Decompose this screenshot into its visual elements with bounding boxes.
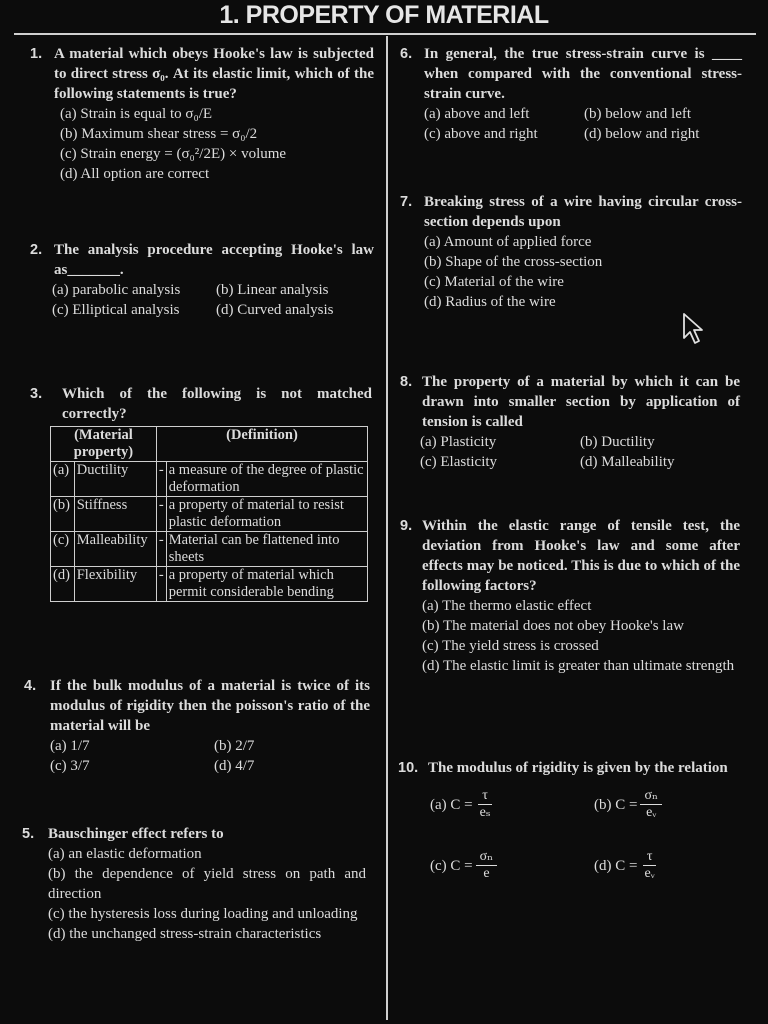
- question-number: 7.: [400, 194, 413, 210]
- question-3: [30, 384, 372, 602]
- question-text: A material which obeys Hooke's law is subjected to direct stress σ₀. At its elastic limit, which of the following statements is true?: [54, 46, 374, 102]
- question-10: [398, 758, 744, 882]
- option-b[interactable]: (b) below and left: [584, 106, 692, 122]
- row-property: Flexibility: [74, 567, 156, 602]
- row-property: Ductility: [74, 462, 156, 497]
- option-a[interactable]: (a) Plasticity: [420, 434, 497, 450]
- question-5: [22, 824, 366, 944]
- row-index: (a): [51, 462, 75, 497]
- question-1: [30, 44, 374, 184]
- question-number: 5.: [22, 826, 35, 842]
- question-text: In general, the true stress-strain curve is ____ when compared with the conventional stress-strain curve.: [424, 46, 742, 102]
- question-text: The property of a material by which it can be drawn into smaller section by application of tension is called: [422, 374, 740, 430]
- question-text: Which of the following is not matched correctly?: [62, 386, 372, 422]
- question-8: [400, 372, 740, 472]
- formula-options: [430, 788, 744, 882]
- fraction-denominator: e: [483, 866, 490, 881]
- fraction-denominator: eᵥ: [644, 866, 655, 881]
- table-header-definition: (Definition): [156, 427, 367, 462]
- option-a[interactable]: (a) Strain is equal to σ₀/E: [60, 106, 213, 122]
- option-b[interactable]: (b) Maximum shear stress = σ₀/2: [60, 126, 258, 142]
- option-a[interactable]: [430, 788, 594, 821]
- formula-label: (c) C =: [430, 857, 473, 874]
- option-d[interactable]: (d) The elastic limit is greater than ultimate strength: [422, 658, 735, 674]
- title-divider: [14, 33, 756, 35]
- table-row: [51, 462, 368, 497]
- options-list: [422, 596, 740, 676]
- options-grid: [50, 736, 370, 776]
- question-2: [30, 240, 374, 320]
- table-row: [51, 567, 368, 602]
- fraction-numerator: σₙ: [476, 849, 498, 866]
- options-grid: [420, 432, 740, 472]
- row-dash: -: [156, 462, 166, 497]
- row-index: (b): [51, 497, 75, 532]
- options-grid: [424, 104, 742, 144]
- option-c[interactable]: (c) Elasticity: [420, 454, 498, 470]
- option-d[interactable]: (d) Malleability: [580, 454, 675, 470]
- option-c[interactable]: (c) the hysteresis loss during loading and unloading: [48, 906, 358, 922]
- question-number: 10.: [398, 760, 419, 776]
- row-property: Malleability: [74, 532, 156, 567]
- question-text: Breaking stress of a wire having circular cross-section depends upon: [424, 194, 742, 230]
- options-list: [48, 844, 366, 944]
- option-c[interactable]: (c) 3/7: [50, 758, 90, 774]
- options-list: [60, 104, 374, 184]
- option-d[interactable]: [594, 849, 744, 882]
- formula-label: (a) C =: [430, 796, 473, 813]
- option-a[interactable]: (a) an elastic deformation: [48, 846, 202, 862]
- option-b[interactable]: (b) Ductility: [580, 434, 655, 450]
- option-c[interactable]: [430, 849, 594, 882]
- option-d[interactable]: (d) 4/7: [214, 758, 255, 774]
- option-d[interactable]: (d) the unchanged stress-strain characteristics: [48, 926, 322, 942]
- row-definition: a property of material to resist plastic deformation: [166, 497, 367, 532]
- question-6: [400, 44, 742, 144]
- question-number: 6.: [400, 46, 413, 62]
- row-definition: Material can be flattened into sheets: [166, 532, 367, 567]
- question-7: [400, 192, 742, 312]
- table-row: [51, 532, 368, 567]
- option-b[interactable]: (b) the dependence of yield stress on path and direction: [48, 866, 366, 902]
- option-c[interactable]: (c) Material of the wire: [424, 274, 564, 290]
- question-text: Within the elastic range of tensile test, the deviation from Hooke's law and some after effects may be noticed. This is due to which of the following factors?: [422, 518, 740, 594]
- option-c[interactable]: (c) above and right: [424, 126, 538, 142]
- option-b[interactable]: (b) Shape of the cross-section: [424, 254, 603, 270]
- row-index: (d): [51, 567, 75, 602]
- matching-table: [50, 426, 368, 602]
- option-d[interactable]: (d) Curved analysis: [216, 302, 334, 318]
- fraction: [640, 788, 662, 821]
- formula-label: (b) C =: [594, 796, 638, 813]
- question-number: 1.: [30, 46, 43, 62]
- fraction-denominator: eₛ: [479, 805, 491, 820]
- option-c[interactable]: (c) The yield stress is crossed: [422, 638, 599, 654]
- row-property: Stiffness: [74, 497, 156, 532]
- question-4: [24, 676, 370, 776]
- question-text: Bauschinger effect refers to: [48, 826, 224, 842]
- option-c[interactable]: (c) Elliptical analysis: [52, 302, 180, 318]
- row-index: (c): [51, 532, 75, 567]
- row-definition: a measure of the degree of plastic deformation: [166, 462, 367, 497]
- option-b[interactable]: (b) The material does not obey Hooke's law: [422, 618, 684, 634]
- option-b[interactable]: [594, 788, 744, 821]
- fraction: [476, 849, 498, 882]
- table-row: [51, 497, 368, 532]
- fraction-numerator: σₙ: [640, 788, 662, 805]
- row-definition: a property of material which permit considerable bending: [166, 567, 367, 602]
- question-text: The modulus of rigidity is given by the relation: [428, 760, 728, 776]
- question-number: 2.: [30, 242, 43, 258]
- formula-label: (d) C =: [594, 857, 638, 874]
- option-a[interactable]: (a) The thermo elastic effect: [422, 598, 592, 614]
- question-number: 3.: [30, 386, 43, 402]
- option-a[interactable]: (a) Amount of applied force: [424, 234, 592, 250]
- question-9: [400, 516, 740, 676]
- question-text: If the bulk modulus of a material is twice of its modulus of rigidity then the poisson's ratio of the material will be: [50, 678, 370, 734]
- option-a[interactable]: (a) parabolic analysis: [52, 282, 181, 298]
- option-a[interactable]: (a) 1/7: [50, 738, 90, 754]
- options-grid: [52, 280, 374, 320]
- page-title: 1. PROPERTY OF MATERIAL: [219, 1, 549, 29]
- option-a[interactable]: (a) above and left: [424, 106, 530, 122]
- row-dash: -: [156, 532, 166, 567]
- option-b[interactable]: (b) Linear analysis: [216, 282, 329, 298]
- fraction: [640, 849, 658, 882]
- option-b[interactable]: (b) 2/7: [214, 738, 255, 754]
- column-divider: [386, 36, 388, 1020]
- option-d[interactable]: (d) Radius of the wire: [424, 294, 556, 310]
- question-number: 9.: [400, 518, 413, 534]
- fraction-denominator: eᵥ: [646, 805, 657, 820]
- mouse-pointer-icon: [682, 312, 706, 346]
- question-number: 4.: [24, 678, 37, 694]
- fraction-numerator: τ: [643, 849, 657, 866]
- fraction: [476, 788, 495, 821]
- question-text: The analysis procedure accepting Hooke's law as_______.: [54, 242, 374, 278]
- option-d[interactable]: (d) All option are correct: [60, 166, 210, 182]
- options-list: [424, 232, 742, 312]
- table-header-row: [51, 427, 368, 462]
- row-dash: -: [156, 497, 166, 532]
- option-c[interactable]: (c) Strain energy = (σ₀²/2E) × volume: [60, 146, 287, 162]
- table-header-property: (Material property): [51, 427, 157, 462]
- fraction-numerator: τ: [478, 788, 492, 805]
- row-dash: -: [156, 567, 166, 602]
- question-number: 8.: [400, 374, 413, 390]
- option-d[interactable]: (d) below and right: [584, 126, 700, 142]
